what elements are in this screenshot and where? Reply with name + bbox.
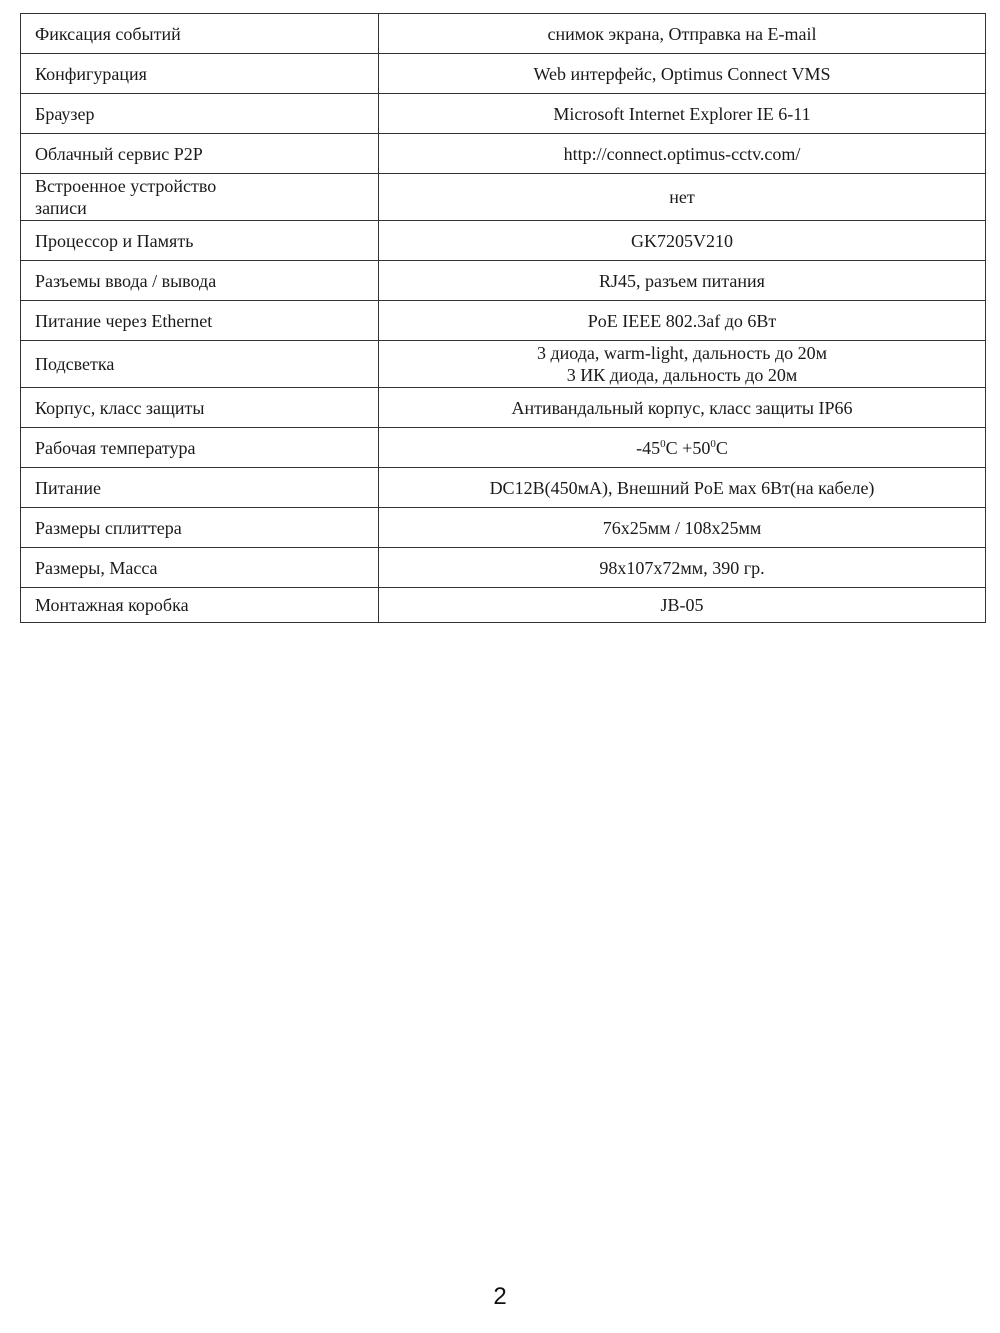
param-value: GK7205V210 — [379, 221, 986, 261]
param-value: JB-05 — [379, 588, 986, 623]
table-row — [21, 14, 986, 54]
temp-min-value: -45 — [636, 437, 661, 458]
param-value: Web интерфейс, Optimus Connect VMS — [379, 54, 986, 94]
param-name: Размеры сплиттера — [21, 508, 379, 548]
table-row — [21, 134, 986, 174]
page-number: 2 — [493, 1283, 507, 1310]
param-value-line: 3 ИК диода, дальность до 20м — [566, 365, 798, 385]
param-value: 76х25мм / 108х25мм — [379, 508, 986, 548]
param-name: Размеры, Масса — [21, 548, 379, 588]
table-row — [21, 341, 986, 388]
param-name: Браузер — [21, 94, 379, 134]
param-name: Рабочая температура — [21, 428, 379, 468]
temp-max-value: C +50 — [665, 437, 711, 458]
table-row — [21, 388, 986, 428]
param-name: Подсветка — [21, 341, 379, 388]
param-name-line: Встроенное устройство — [35, 176, 217, 196]
table-row — [21, 174, 986, 221]
param-name: Конфигурация — [21, 54, 379, 94]
param-value: RJ45, разъем питания — [379, 261, 986, 301]
param-value-temperature — [379, 428, 986, 468]
param-name: Корпус, класс защиты — [21, 388, 379, 428]
table-row — [21, 301, 986, 341]
table-row — [21, 548, 986, 588]
param-name-line: записи — [35, 198, 87, 218]
param-value: Антивандальный корпус, класс защиты IP66 — [379, 388, 986, 428]
table-row — [21, 221, 986, 261]
table-row — [21, 428, 986, 468]
specifications-table — [20, 13, 986, 623]
param-value: 98x107x72мм, 390 гр. — [379, 548, 986, 588]
param-name: Облачный сервис P2P — [21, 134, 379, 174]
param-value-line: 3 диода, warm-light, дальность до 20м — [536, 343, 828, 363]
param-name: Разъемы ввода / вывода — [21, 261, 379, 301]
param-name: Монтажная коробка — [21, 588, 379, 623]
param-value — [379, 341, 986, 388]
degree-mark: 0 — [710, 437, 716, 450]
degree-mark: 0 — [660, 437, 666, 450]
table-row — [21, 468, 986, 508]
param-value: снимок экрана, Отправка на E-mail — [379, 14, 986, 54]
table-row — [21, 54, 986, 94]
param-value: нет — [379, 174, 986, 221]
table-row — [21, 588, 986, 623]
table-row — [21, 508, 986, 548]
temp-unit: C — [715, 437, 728, 458]
param-value: Microsoft Internet Explorer IE 6-11 — [379, 94, 986, 134]
param-name — [21, 174, 379, 221]
table-row — [21, 261, 986, 301]
param-name: Питание — [21, 468, 379, 508]
param-name: Питание через Ethernet — [21, 301, 379, 341]
param-value: PoE IEEE 802.3af до 6Вт — [379, 301, 986, 341]
param-value: http://connect.optimus-cctv.com/ — [379, 134, 986, 174]
param-name: Фиксация событий — [21, 14, 379, 54]
param-name: Процессор и Память — [21, 221, 379, 261]
param-value: DC12В(450мА), Внешний PoE мах 6Вт(на кабеле) — [379, 468, 986, 508]
table-row — [21, 94, 986, 134]
